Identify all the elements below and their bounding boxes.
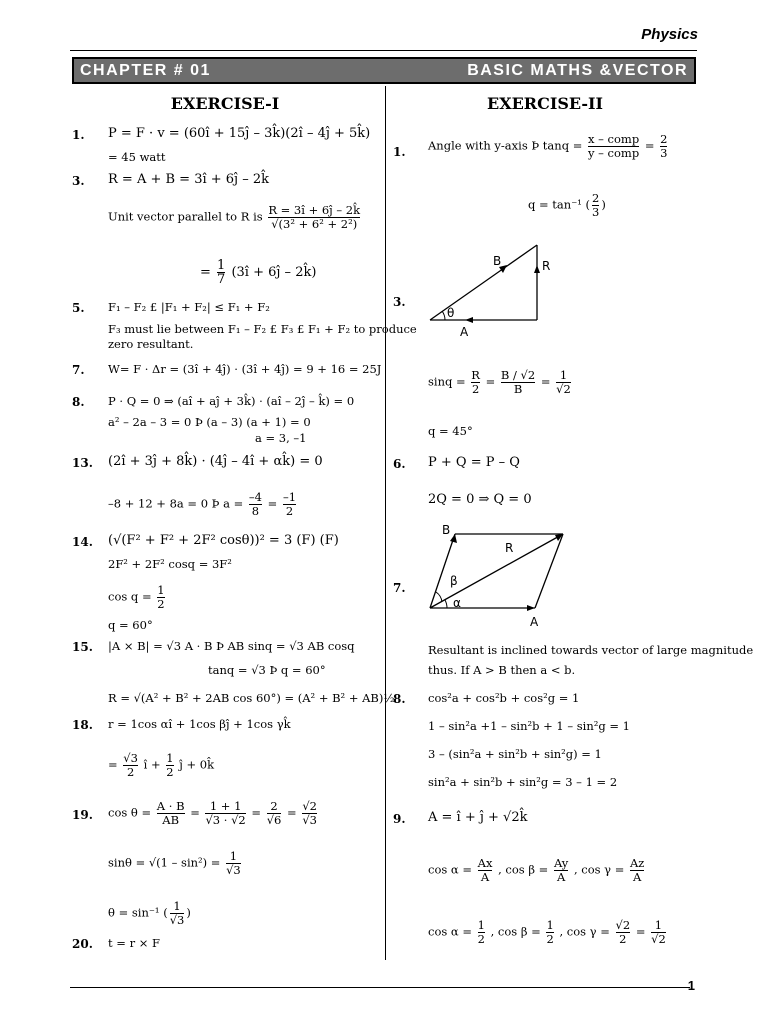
q5-line2: F₃ must lie between F₁ – F₂ £ F₃ £ F₁ + F₂ to produce bbox=[108, 322, 417, 336]
q5-line3: zero resultant. bbox=[108, 337, 194, 351]
q14-line4: q = 60° bbox=[108, 618, 153, 632]
r-q7-number: 7. bbox=[393, 581, 406, 595]
q5-line1: F₁ – F₂ £ |F₁ + F₂| ≤ F₁ + F₂ bbox=[108, 300, 270, 314]
parallelogram-label-r: R bbox=[505, 541, 514, 555]
triangle-label-theta: θ bbox=[447, 306, 455, 320]
q14-number: 14. bbox=[72, 535, 93, 549]
page-number: 1 bbox=[687, 978, 695, 993]
q13-number: 13. bbox=[72, 456, 93, 470]
q3-line1: R = A + B = 3î + 6ĵ – 2k̂ bbox=[108, 172, 270, 187]
r-q9-fraction-7: $\frac{1}{√2}$ bbox=[651, 918, 666, 946]
q19-line2: sinθ = √(1 – sin²) = $\frac{1}{√3}$ bbox=[108, 849, 241, 877]
q18-line2: = $\frac{√3}{2}$ î + $\frac{1}{2}$ ĵ + 0k̂ bbox=[108, 751, 215, 779]
r-q9-line3: cos α = $\frac{1}{2}$ , cos β = $\frac{1}{2}$ , cos γ = $\frac{√2}{2}$ = $\frac{1}{√2}$ bbox=[428, 918, 666, 946]
triangle-label-a: A bbox=[460, 325, 469, 339]
r-q6-line2: 2Q = 0 ⇒ Q = 0 bbox=[428, 492, 532, 507]
q15-line3: R = √(A² + B² + 2AB cos 60°) = (A² + B² + AB)½ bbox=[108, 691, 395, 705]
q18-line1: r = 1cos αî + 1cos βĵ + 1cos γk̂ bbox=[108, 717, 291, 731]
exercise-2-title: EXERCISE-II bbox=[487, 94, 603, 113]
r-q3-number: 3. bbox=[393, 295, 406, 309]
chapter-banner bbox=[72, 57, 696, 84]
q20-number: 20. bbox=[72, 937, 93, 951]
parallelogram-label-a: A bbox=[530, 615, 539, 629]
r-q1-number: 1. bbox=[393, 145, 406, 159]
r-q8-line1: cos²a + cos²b + cos²g = 1 bbox=[428, 691, 580, 705]
q15-line2: tanq = √3 Þ q = 60° bbox=[208, 663, 326, 677]
footer-rule bbox=[70, 987, 690, 988]
parallelogram-label-beta: β bbox=[450, 574, 458, 588]
q7-line1: W= F · Δr = (3î + 4ĵ) · (3î + 4ĵ) = 9 + 16 = 25J bbox=[108, 362, 382, 376]
r-q9-line1: A = î + ĵ + √2k̂ bbox=[428, 810, 528, 825]
exercise-1-title: EXERCISE-I bbox=[170, 94, 280, 113]
triangle-figure bbox=[425, 240, 565, 340]
q3-line2 bbox=[108, 204, 362, 231]
q5-number: 5. bbox=[72, 301, 85, 315]
q3-seventh-fraction: $\frac{1}{7}$ bbox=[217, 258, 226, 287]
r-q9-line2: cos α = $\frac{Ax}{A}$ , cos β = $\frac{Ay}{A}$ , cos γ = $\frac{Az}{A}$ bbox=[428, 856, 645, 884]
q15-number: 15. bbox=[72, 640, 93, 654]
r-q9-fraction-6: $\frac{√2}{2}$ bbox=[615, 918, 631, 946]
q7-number: 7. bbox=[72, 363, 85, 377]
q19-fraction-5: $\frac{1}{√3}$ bbox=[226, 849, 241, 877]
r-q9-number: 9. bbox=[393, 812, 406, 826]
r-q3-fraction-c: $\frac{1}{√2}$ bbox=[556, 368, 571, 396]
triangle-label-r: R bbox=[542, 259, 551, 273]
r-q1-line2: q = tan⁻¹ ( $\frac{2}{3}$ ) bbox=[528, 191, 606, 219]
r-q1-fraction-c: $\frac{2}{3}$ bbox=[592, 191, 600, 219]
r-q6-number: 6. bbox=[393, 457, 406, 471]
r-q7-line1: Resultant is inclined towards vector of large magnitude bbox=[428, 643, 754, 657]
q3-fraction: $\frac{R = 3î + 6ĵ - 2k̂}{\text{√(3² + 6² + 2²)}}$ bbox=[268, 203, 361, 231]
q13-fraction-b: $\frac{-1}{2}$ bbox=[282, 490, 297, 518]
q15-line1: |A × B| = √3 A · B Þ AB sinq = √3 AB cosq bbox=[108, 639, 355, 653]
r-q9-fraction-5: $\frac{1}{2}$ bbox=[546, 918, 554, 946]
r-q6-line1: P + Q = P – Q bbox=[428, 455, 520, 470]
q18-fraction-a: $\frac{√3}{2}$ bbox=[123, 751, 138, 779]
q3-line3: = $\frac{1}{7}$ (3î + 6ĵ – 2k̂) bbox=[200, 258, 317, 287]
r-q8-line3: 3 – (sin²a + sin²b + sin²g) = 1 bbox=[428, 747, 602, 761]
q1-number: 1. bbox=[72, 128, 85, 142]
subject-header: Physics bbox=[641, 26, 698, 43]
r-q9-fraction-1: $\frac{Ax}{A}$ bbox=[477, 856, 493, 884]
q8-line1: P · Q = 0 ⇒ (aî + aĵ + 3k̂) · (aî – 2ĵ – k̂) = 0 bbox=[108, 394, 355, 408]
r-q8-line2: 1 – sin²a +1 – sin²b + 1 – sin²g = 1 bbox=[428, 719, 631, 733]
r-q1-fraction-a: $\frac{\text{x – comp}}{\text{y – comp}}$ bbox=[588, 132, 640, 160]
parallelogram-label-b: B bbox=[442, 523, 451, 537]
column-divider bbox=[385, 86, 386, 960]
q13-line1: (2î + 3ĵ + 8k̂) · (4ĵ – 4î + αk̂) = 0 bbox=[108, 454, 323, 469]
q1-line2: = 45 watt bbox=[108, 150, 166, 164]
r-q9-fraction-3: $\frac{Az}{A}$ bbox=[630, 856, 645, 884]
q13-line2: –8 + 12 + 8a = 0 Þ a = $\frac{-4}{8}$ = $\frac{-1}{2}$ bbox=[108, 490, 297, 518]
r-q8-number: 8. bbox=[393, 692, 406, 706]
q18-number: 18. bbox=[72, 718, 93, 732]
q20-line1: t = r × F bbox=[108, 936, 160, 950]
q8-line3: a = 3, –1 bbox=[255, 431, 307, 445]
r-q1-line1: Angle with y-axis Þ tanq = $\frac{\text{x – comp}}{\text{y – comp}}$ = $\frac{2}{3}$ bbox=[428, 132, 668, 160]
q14-line3: cos q = $\frac{1}{2}$ bbox=[108, 583, 165, 611]
q19-fraction-6: $\frac{1}{√3}$ bbox=[169, 899, 185, 927]
q1-line1: P = F · v = (60î + 15ĵ – 3k̂)(2î – 4ĵ + 5k̂) bbox=[108, 126, 371, 141]
q19-line1: cos θ = $\frac{A \cdot B}{AB}$ = $\frac{1 + 1}{√3 \cdot √2}$ = $\frac{2}{√6}$ = $\frac{√2}{√3}$ bbox=[108, 799, 317, 827]
r-q3-fraction-b: $\frac{B / √2}{B}$ bbox=[500, 368, 536, 396]
chapter-title: BASIC MATHS &VECTOR bbox=[467, 61, 688, 79]
q8-number: 8. bbox=[72, 395, 85, 409]
r-q9-fraction-4: $\frac{1}{2}$ bbox=[477, 918, 485, 946]
q19-number: 19. bbox=[72, 808, 93, 822]
r-q3-line1: sinq = $\frac{R}{2}$ = $\frac{B / √2}{B}$ = $\frac{1}{√2}$ bbox=[428, 368, 571, 396]
q19-line3: θ = sin⁻¹ ( $\frac{1}{√3}$ ) bbox=[108, 899, 191, 927]
triangle-label-b: B bbox=[493, 254, 502, 268]
q14-line1: (√(F² + F² + 2F² cosθ))² = 3 (F) (F) bbox=[108, 533, 339, 548]
q18-fraction-b: $\frac{1}{2}$ bbox=[166, 751, 174, 779]
chapter-number: CHAPTER # 01 bbox=[80, 61, 211, 79]
r-q3-fraction-a: $\frac{R}{2}$ bbox=[471, 368, 480, 396]
q19-fraction-1: $\frac{A \cdot B}{AB}$ bbox=[156, 799, 185, 827]
q14-fraction: $\frac{1}{2}$ bbox=[157, 583, 165, 611]
r-q1-fraction-b: $\frac{2}{3}$ bbox=[660, 132, 668, 160]
r-q7-line2: thus. If A > B then a < b. bbox=[428, 663, 576, 677]
q3-number: 3. bbox=[72, 174, 85, 188]
r-q8-line4: sin²a + sin²b + sin²g = 3 – 1 = 2 bbox=[428, 775, 618, 789]
q19-fraction-4: $\frac{√2}{√3}$ bbox=[302, 799, 317, 827]
q19-fraction-3: $\frac{2}{√6}$ bbox=[266, 799, 282, 827]
r-q9-fraction-2: $\frac{Ay}{A}$ bbox=[553, 856, 569, 884]
header-rule bbox=[70, 50, 697, 51]
parallelogram-figure bbox=[425, 522, 605, 632]
q13-fraction-a: $\frac{-4}{8}$ bbox=[248, 490, 262, 518]
q3-line2-text: Unit vector parallel to R is bbox=[108, 209, 263, 224]
q8-line2: a² – 2a – 3 = 0 Þ (a – 3) (a + 1) = 0 bbox=[108, 415, 311, 429]
r-q3-line2: q = 45° bbox=[428, 424, 473, 438]
q19-fraction-2: $\frac{1 + 1}{√3 \cdot √2}$ bbox=[205, 799, 246, 827]
q14-line2: 2F² + 2F² cosq = 3F² bbox=[108, 557, 232, 571]
parallelogram-label-alpha: α bbox=[453, 596, 461, 610]
